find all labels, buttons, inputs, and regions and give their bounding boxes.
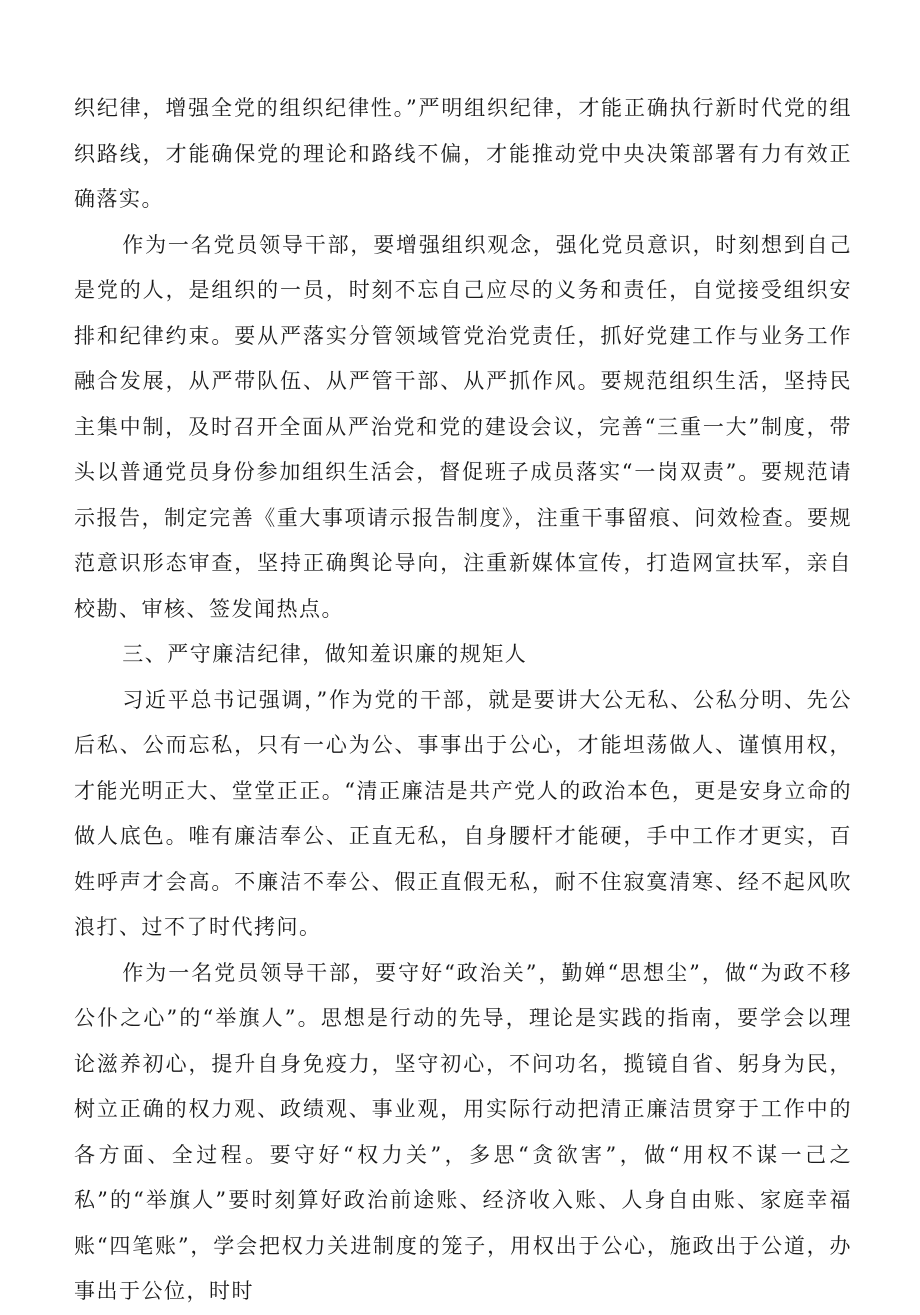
section-heading: 三、严守廉洁纪律，做知羞识廉的规矩人 (122, 642, 528, 666)
paragraph-2: 作为一名党员领导干部，要增强组织观念，强化党员意识，时刻想到自己是党的人，是组织的一员，时刻不忘自己应尽的义务和责任，自觉接受组织安排和纪律约束。要从严落实分管领域管党治党责任，抓好党建工作与业务工作融合发展，从严带队伍、从严管干部、从严抓作风。要规范组织生活，坚持民主集中制，及时召开全面从严治党和党的建设会议，完善“三重一大”制度，带头以普通党员身份参加组织生活会，督促班子成员落实“一岗双责”。要规范请示报告，制定完善《重大事项请示报告制度》，注重干事留痕、问效检查。要规范意识形态审查，坚持正确舆论导向，注重新媒体宣传，打造网宣扶军，亲自校勘、审核、签发闻热点。 (74, 232, 852, 621)
document-body (74, 86, 852, 1315)
paragraph-1: 织纪律，增强全党的组织纪律性。”严明组织纪律，才能正确执行新时代党的组织路线，才能确保党的理论和路线不偏，才能推动党中央决策部署有力有效正确落实。 (74, 96, 852, 211)
paragraph-4: 作为一名党员领导干部，要守好“政治关”，勤婵“思想尘”，做“为政不移公仆之心”的“举旗人”。思想是行动的先导，理论是实践的指南，要学会以理论滋养初心，提升自身免疫力，坚守初心，不问功名，揽镜自省、躬身为民，树立正确的权力观、政绩观、事业观，用实际行动把清正廉洁贯穿于工作中的各方面、全过程。要守好“权力关”，多思“贪欲害”，做“用权不谋一己之私”的“举旗人”要时刻算好政治前途账、经济收入账、人身自由账、家庭幸福账“四笔账”，学会把权力关进制度的笼子，用权出于公心，施政出于公道，办事出于公位，时时 (74, 960, 852, 1303)
paragraph-3: 习近平总书记强调，”作为党的干部，就是要讲大公无私、公私分明、先公后私、公而忘私，只有一心为公、事事出于公心，才能坦荡做人、谨慎用权，才能光明正大、堂堂正正。“清正廉洁是共产党人的政治本色，更是安身立命的做人底色。唯有廉洁奉公、正直无私，自身腰杆才能硬，手中工作才更实，百姓呼声才会高。不廉洁不奉公、假正直假无私，耐不住寂寞清寒、经不起风吹浪打、过不了时代拷问。 (74, 687, 852, 939)
